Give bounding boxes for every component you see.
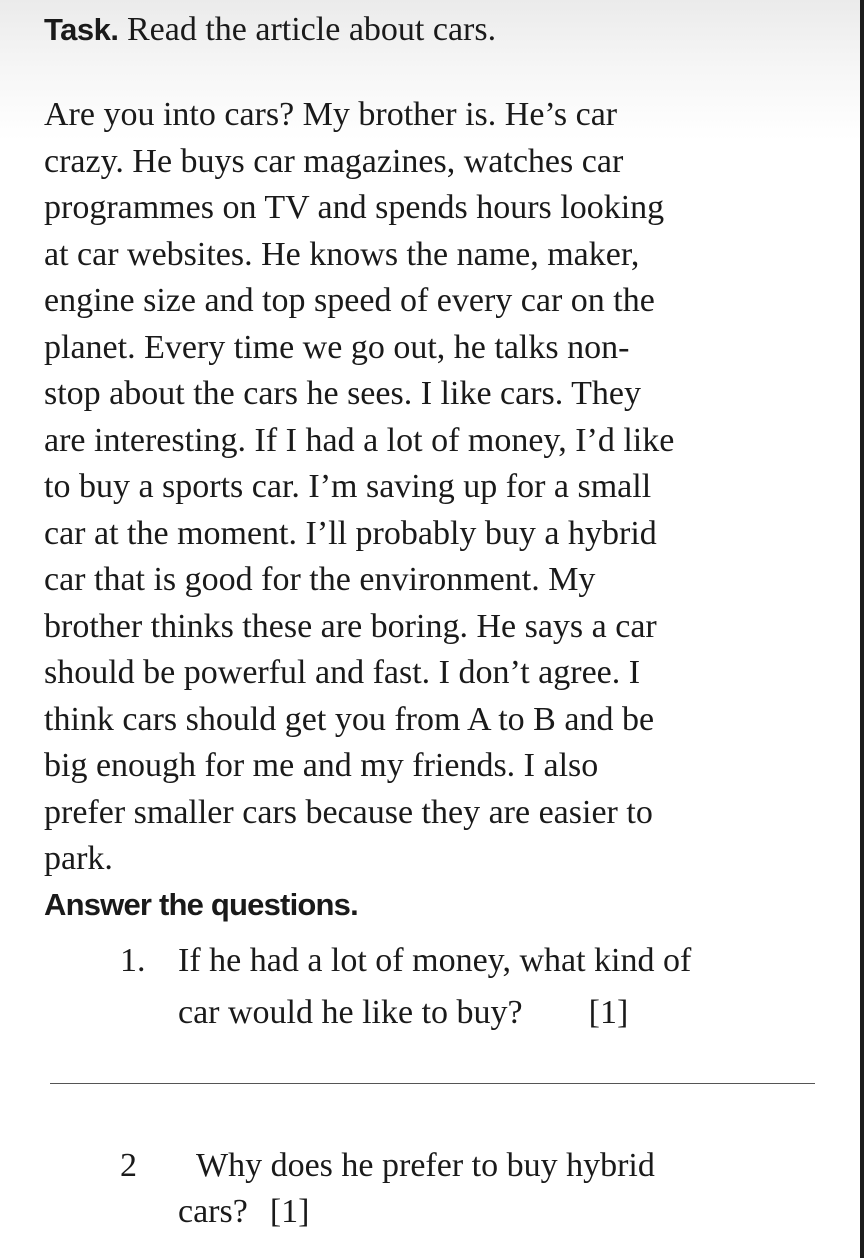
question-text: cars?: [178, 1193, 248, 1230]
question-1: [120, 935, 691, 1039]
answer-questions-heading: Answer the questions.: [44, 887, 358, 922]
article-line: big enough for me and my friends. I also: [44, 747, 599, 784]
question-text-line-2: [178, 1189, 655, 1235]
article-line: stop about the cars he sees. I like cars. They: [44, 375, 642, 412]
question-number: 1.: [120, 942, 146, 979]
article-line: to buy a sports car. I’m saving up for a small: [44, 468, 652, 505]
question-text-line-2: [178, 987, 691, 1039]
article-line: car at the moment. I’ll probably buy a hybrid: [44, 514, 657, 552]
answer-line[interactable]: [50, 1083, 815, 1084]
article-line: prefer smaller cars because they are easier to: [44, 793, 653, 831]
task-instruction: [44, 10, 496, 50]
question-2: [120, 1143, 655, 1235]
article-line: are interesting. If I had a lot of money, I’d like: [44, 421, 675, 459]
question-text-line: [120, 1143, 655, 1189]
question-mark-value: [1]: [269, 1193, 310, 1230]
article-line: planet. Every time we go out, he talks non-: [44, 328, 630, 366]
article-line: should be powerful and fast. I don’t agree. I: [44, 654, 641, 691]
task-text: Read the article about cars.: [118, 11, 497, 48]
article-line: car that is good for the environment. My: [44, 561, 596, 598]
task-label: Task.: [44, 12, 119, 47]
question-text: car would he like to buy?: [178, 994, 523, 1031]
article-text: [44, 92, 844, 883]
question-text: Why does he prefer to buy hybrid: [196, 1147, 655, 1184]
article-line: brother thinks these are boring. He says a car: [44, 607, 657, 645]
article-line: park.: [44, 840, 113, 877]
question-number: 2: [120, 1147, 137, 1184]
question-text-line: If he had a lot of money, what kind of: [178, 942, 692, 979]
article-line: crazy. He buys car magazines, watches car: [44, 142, 624, 180]
page-right-edge: [860, 0, 864, 1258]
question-mark-value: [1]: [588, 994, 629, 1031]
article-line: engine size and top speed of every car on the: [44, 282, 655, 319]
article-line: at car websites. He knows the name, maker,: [44, 235, 640, 273]
article-line: programmes on TV and spends hours looking: [44, 189, 665, 226]
article-line: Are you into cars? My brother is. He’s car: [44, 96, 618, 133]
article-line: think cars should get you from A to B and be: [44, 700, 655, 738]
